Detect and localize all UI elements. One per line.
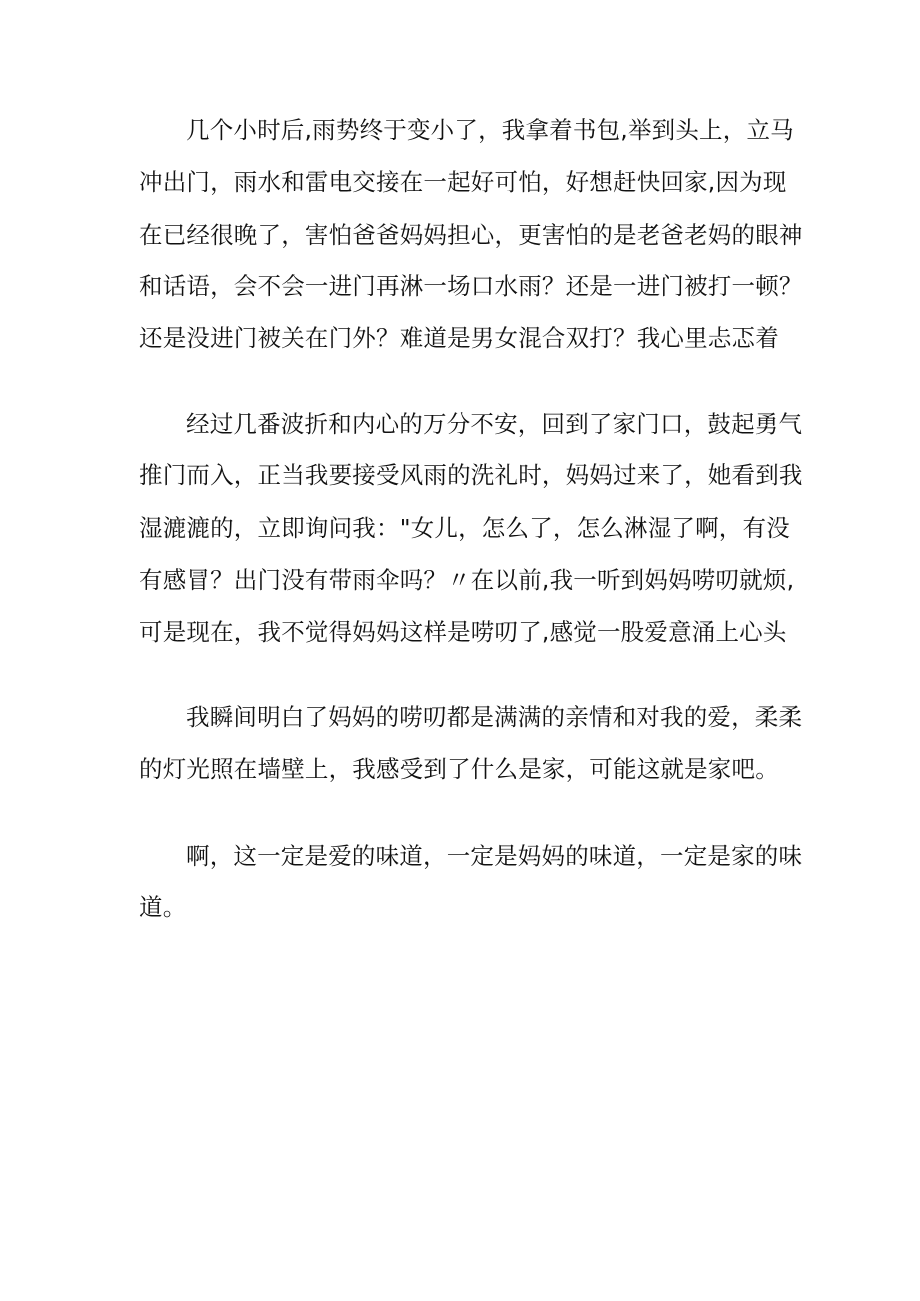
- paragraph-line: 有感冒？出门没有带雨伞吗？〃在以前,我一听到妈妈唠叨就烦,: [139, 566, 795, 594]
- paragraph-line: 冲出门，雨水和雷电交接在一起好可怕，好想赶快回家,因为现: [139, 168, 787, 196]
- paragraph-line: 我瞬间明白了妈妈的唠叨都是满满的亲情和对我的爱，柔柔: [186, 703, 803, 731]
- paragraph-line: 在已经很晚了，害怕爸爸妈妈担心，更害怕的是老爸老妈的眼神: [139, 221, 803, 249]
- paragraph-line: 可是现在，我不觉得妈妈这样是唠叨了,感觉一股爱意涌上心头: [139, 618, 787, 646]
- paragraph-line: 的灯光照在墙壁上，我感受到了什么是家，可能这就是家吧。: [139, 755, 779, 783]
- paragraph-line: 几个小时后,雨势终于变小了，我拿着书包,举到头上，立马: [186, 116, 794, 144]
- paragraph-line: 和话语，会不会一进门再淋一场口水雨？还是一进门被打一顿？: [139, 272, 803, 300]
- paragraph-line: 啊，这一定是爱的味道，一定是妈妈的味道，一定是家的味: [186, 842, 803, 870]
- paragraph-line: 推门而入，正当我要接受风雨的洗礼时，妈妈过来了，她看到我: [139, 461, 803, 489]
- paragraph-line: 还是没进门被关在门外？难道是男女混合双打？我心里忐忑着: [139, 324, 779, 352]
- paragraph-line: 湿漉漉的，立即询问我："女儿，怎么了，怎么淋湿了啊，有没: [139, 514, 790, 542]
- paragraph-line: 道。: [139, 893, 187, 921]
- paragraph-line: 经过几番波折和内心的万分不安，回到了家门口，鼓起勇气: [186, 410, 803, 438]
